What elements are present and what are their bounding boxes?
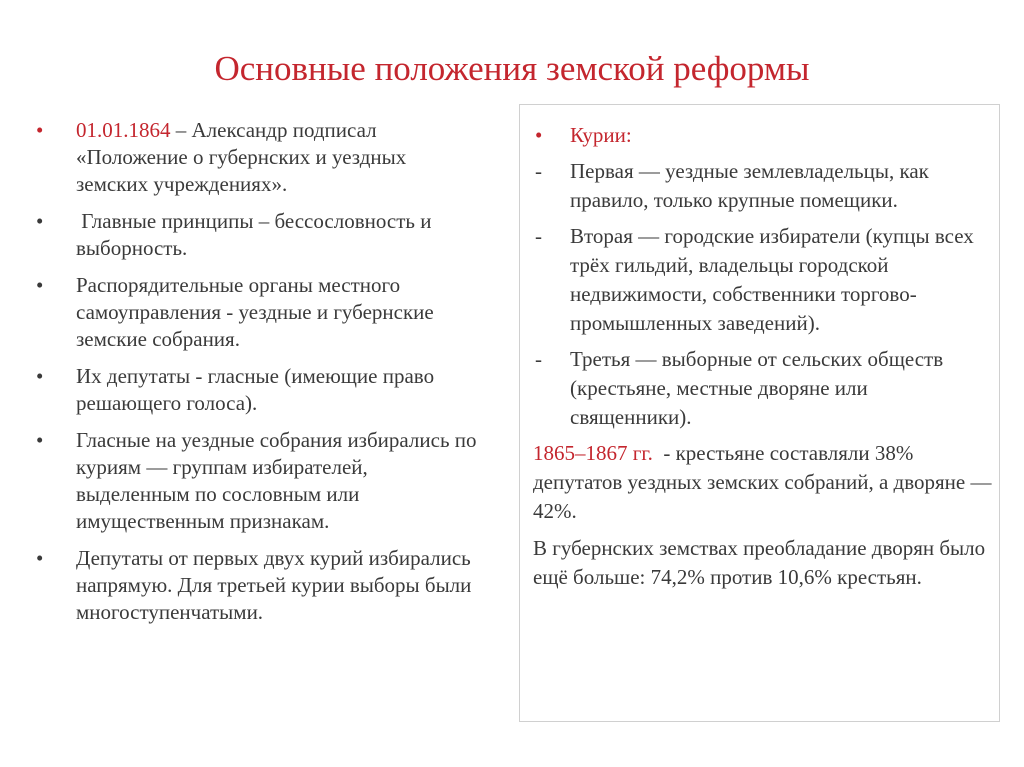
curiae-heading: Курии:: [570, 123, 632, 147]
list-item-text: Вторая — городские избиратели (купцы всех трёх гильдий, владельцы городской недвижимости, собственники торгово-промышленных заведений).: [570, 224, 974, 335]
list-item: [32, 208, 482, 262]
list-item: [32, 427, 482, 535]
list-item: [533, 222, 993, 338]
reform-date: 01.01.1864: [76, 118, 171, 142]
stats-paragraph: [533, 439, 997, 526]
list-item-text: Депутаты от первых двух курий избирались напрямую. Для третьей курии выборы были многоступенчатыми.: [76, 546, 472, 624]
dash: -: [535, 347, 542, 371]
list-item: [32, 363, 482, 417]
list-item-text: Распорядительные органы местного самоуправления - уездные и губернские земские собрания.: [76, 273, 434, 351]
bullet: •: [36, 273, 44, 297]
list-item-text: Их депутаты - гласные (имеющие право решающего голоса).: [76, 364, 435, 415]
bullet: •: [36, 209, 44, 233]
list-item-text: Третья — выборные от сельских обществ (крестьяне, местные дворяне или священники).: [570, 347, 944, 429]
note-paragraph: В губернских земствах преобладание дворян было ещё больше: 74,2% против 10,6% крестьян.: [533, 536, 986, 589]
dash: -: [535, 224, 542, 248]
list-item: [533, 157, 993, 215]
page-title: Основные положения земской реформы: [214, 49, 810, 88]
curiae-header: [533, 121, 993, 150]
list-item-text: Первая — уездные землевладельцы, как правило, только крупные помещики.: [570, 159, 929, 212]
stats-text: - крестьяне составляли 38% депутатов уездных земских собраний, а дворяне — 42%.: [533, 441, 997, 523]
list-item-text: Главные принципы – бессословность и выборность.: [76, 209, 437, 260]
stats-years: 1865–1867 гг.: [533, 441, 653, 465]
bullet: •: [36, 428, 44, 452]
list-item: [533, 345, 993, 432]
list-item: [32, 545, 482, 626]
list-item-text: – Александр подписал «Положение о губернских и уездных земских учреждениях».: [76, 118, 407, 196]
dash: -: [535, 159, 542, 183]
bullet: •: [535, 123, 543, 147]
list-item: [32, 117, 482, 198]
list-item-text: Гласные на уездные собрания избирались по куриям — группам избирателей, выделенным по сословным или имущественным признакам.: [76, 428, 477, 533]
list-item: [32, 272, 482, 353]
bullet: •: [36, 546, 44, 570]
bullet: •: [36, 118, 44, 142]
left-column: [32, 117, 482, 636]
bullet: •: [36, 364, 44, 388]
curiae-panel: [519, 104, 1000, 722]
